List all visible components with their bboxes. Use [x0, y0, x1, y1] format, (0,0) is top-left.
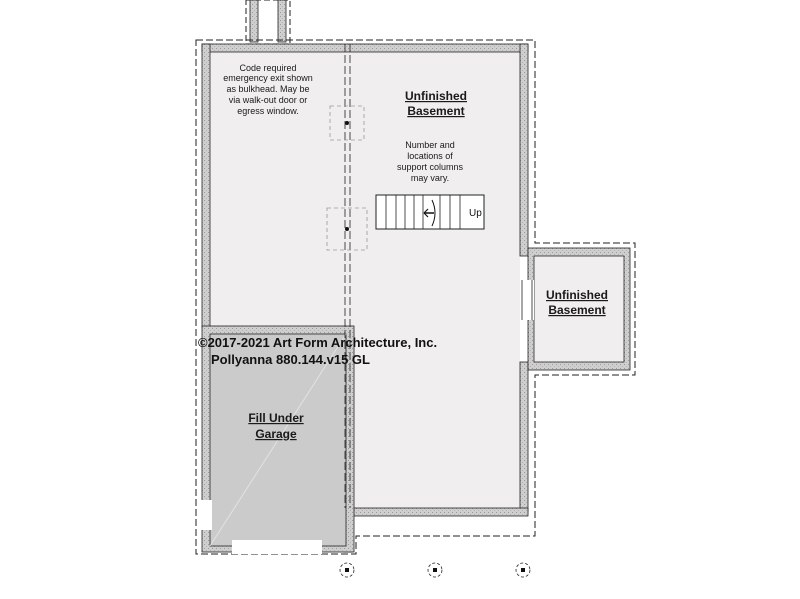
grid-marker	[340, 563, 354, 577]
egress-note-line: egress window.	[237, 106, 299, 116]
top-protrusion	[246, 0, 290, 44]
columns-note-line: may vary.	[410, 173, 450, 183]
columns-note-line: locations of	[407, 151, 453, 161]
garage-fill-title-line2: Garage	[255, 427, 297, 441]
grid-marker	[428, 563, 442, 577]
main-basement-title-line2: Basement	[407, 104, 465, 118]
egress-note-line: via walk-out door or	[228, 95, 308, 105]
side-basement-title-line2: Basement	[548, 303, 606, 317]
copyright-line2: Pollyanna 880.144.v15 GL	[211, 352, 370, 367]
columns-note-line: support columns	[396, 162, 464, 172]
side-basement-title-line1: Unfinished	[546, 288, 608, 302]
copyright-line1: ©2017-2021 Art Form Architecture, Inc.	[198, 335, 438, 350]
grid-marker	[516, 563, 530, 577]
egress-note-line: Code required	[239, 63, 297, 73]
egress-note-line: as bulkhead. May be	[226, 84, 310, 94]
garage-fill-title-line1: Fill Under	[248, 411, 304, 425]
main-basement-title-line1: Unfinished	[405, 89, 467, 103]
egress-note-line: emergency exit shown	[223, 73, 313, 83]
columns-note-line: Number and	[405, 140, 455, 150]
stairs	[376, 195, 484, 229]
stair-up-label: Up	[469, 208, 482, 219]
